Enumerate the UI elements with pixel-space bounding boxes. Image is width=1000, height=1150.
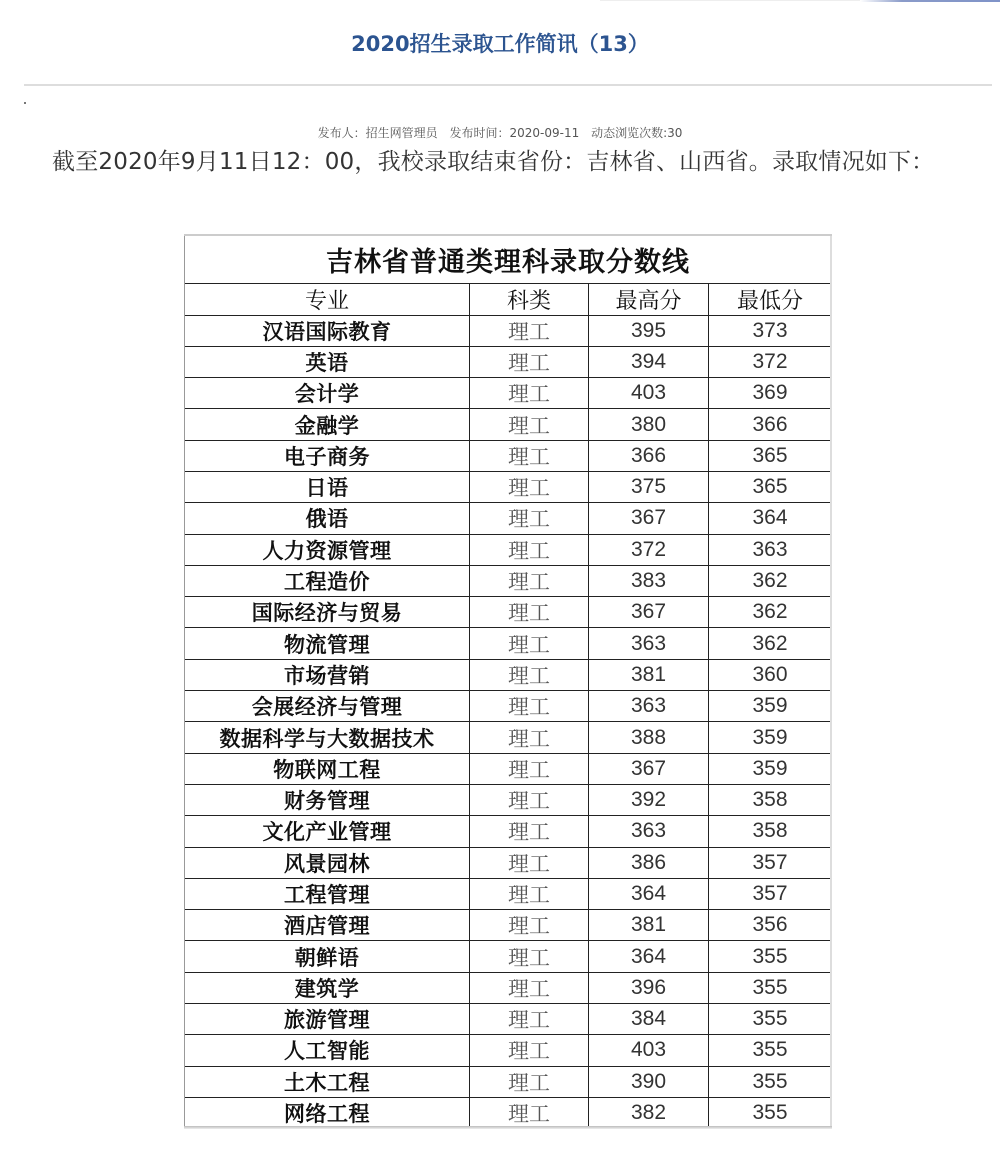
view-count: 30 bbox=[667, 126, 683, 140]
header-major: 专业 bbox=[185, 283, 470, 315]
score-table bbox=[184, 236, 832, 1129]
header-max-score: 最高分 bbox=[589, 283, 709, 315]
header-category: 科类 bbox=[470, 283, 589, 315]
major-cell: 物联网工程 bbox=[185, 753, 470, 784]
table-header-row bbox=[185, 283, 832, 315]
max-score-cell: 380 bbox=[589, 409, 709, 440]
min-score-cell: 355 bbox=[709, 972, 832, 1003]
table-row bbox=[185, 691, 832, 722]
table-row bbox=[185, 878, 832, 909]
min-score-cell: 358 bbox=[709, 816, 832, 847]
max-score-cell: 395 bbox=[589, 315, 709, 346]
category-cell: 理工 bbox=[470, 440, 589, 471]
table-row bbox=[185, 346, 832, 377]
category-cell: 理工 bbox=[470, 659, 589, 690]
major-cell: 市场营销 bbox=[185, 659, 470, 690]
table-row bbox=[185, 1097, 832, 1128]
table-row bbox=[185, 409, 832, 440]
max-score-cell: 403 bbox=[589, 1035, 709, 1066]
category-cell: 理工 bbox=[470, 1004, 589, 1035]
category-cell: 理工 bbox=[470, 816, 589, 847]
min-score-cell: 363 bbox=[709, 534, 832, 565]
table-row bbox=[185, 440, 832, 471]
max-score-cell: 367 bbox=[589, 753, 709, 784]
max-score-cell: 390 bbox=[589, 1066, 709, 1097]
table-bottom-shadow bbox=[184, 1126, 832, 1129]
max-score-cell: 375 bbox=[589, 471, 709, 502]
min-score-cell: 357 bbox=[709, 847, 832, 878]
table-row bbox=[185, 753, 832, 784]
table-row bbox=[185, 471, 832, 502]
table-left-edge bbox=[184, 236, 185, 1129]
category-cell: 理工 bbox=[470, 471, 589, 502]
view-count-info bbox=[591, 126, 682, 140]
table-row bbox=[185, 1066, 832, 1097]
major-cell: 物流管理 bbox=[185, 628, 470, 659]
table-row bbox=[185, 784, 832, 815]
category-cell: 理工 bbox=[470, 691, 589, 722]
min-score-cell: 372 bbox=[709, 346, 832, 377]
max-score-cell: 364 bbox=[589, 878, 709, 909]
major-cell: 风景园林 bbox=[185, 847, 470, 878]
max-score-cell: 367 bbox=[589, 503, 709, 534]
max-score-cell: 363 bbox=[589, 816, 709, 847]
major-cell: 人工智能 bbox=[185, 1035, 470, 1066]
min-score-cell: 366 bbox=[709, 409, 832, 440]
table-row bbox=[185, 597, 832, 628]
table-right-edge bbox=[830, 236, 832, 1129]
min-score-cell: 365 bbox=[709, 471, 832, 502]
intro-paragraph: 截至2020年9月11日12：00，我校录取结束省份：吉林省、山西省。录取情况如下： bbox=[52, 149, 935, 175]
max-score-cell: 381 bbox=[589, 910, 709, 941]
max-score-cell: 363 bbox=[589, 691, 709, 722]
major-cell: 英语 bbox=[185, 346, 470, 377]
category-cell: 理工 bbox=[470, 784, 589, 815]
major-cell: 会计学 bbox=[185, 378, 470, 409]
min-score-cell: 373 bbox=[709, 315, 832, 346]
major-cell: 土木工程 bbox=[185, 1066, 470, 1097]
major-cell: 会展经济与管理 bbox=[185, 691, 470, 722]
publish-time: 2020-09-11 bbox=[509, 126, 580, 140]
min-score-cell: 355 bbox=[709, 1097, 832, 1128]
category-cell: 理工 bbox=[470, 847, 589, 878]
min-score-cell: 360 bbox=[709, 659, 832, 690]
major-cell: 日语 bbox=[185, 471, 470, 502]
category-cell: 理工 bbox=[470, 534, 589, 565]
min-score-cell: 362 bbox=[709, 565, 832, 596]
table-row bbox=[185, 565, 832, 596]
score-table-image bbox=[184, 234, 832, 1129]
category-cell: 理工 bbox=[470, 597, 589, 628]
major-cell: 国际经济与贸易 bbox=[185, 597, 470, 628]
table-row bbox=[185, 1035, 832, 1066]
title-divider bbox=[24, 84, 992, 86]
category-cell: 理工 bbox=[470, 1066, 589, 1097]
min-score-cell: 359 bbox=[709, 691, 832, 722]
min-score-cell: 358 bbox=[709, 784, 832, 815]
publisher-name: 招生网管理员 bbox=[365, 126, 438, 140]
major-cell: 俄语 bbox=[185, 503, 470, 534]
max-score-cell: 366 bbox=[589, 440, 709, 471]
major-cell: 工程管理 bbox=[185, 878, 470, 909]
major-cell: 金融学 bbox=[185, 409, 470, 440]
min-score-cell: 364 bbox=[709, 503, 832, 534]
table-row bbox=[185, 503, 832, 534]
min-score-cell: 355 bbox=[709, 941, 832, 972]
category-cell: 理工 bbox=[470, 722, 589, 753]
publisher-label: 发布人： bbox=[317, 126, 366, 140]
max-score-cell: 403 bbox=[589, 378, 709, 409]
table-row bbox=[185, 722, 832, 753]
table-row bbox=[185, 847, 832, 878]
table-body bbox=[185, 315, 832, 1129]
min-score-cell: 362 bbox=[709, 597, 832, 628]
category-cell: 理工 bbox=[470, 910, 589, 941]
max-score-cell: 388 bbox=[589, 722, 709, 753]
table-row bbox=[185, 534, 832, 565]
stray-dot bbox=[24, 102, 26, 104]
min-score-cell: 362 bbox=[709, 628, 832, 659]
max-score-cell: 372 bbox=[589, 534, 709, 565]
min-score-cell: 359 bbox=[709, 753, 832, 784]
min-score-cell: 359 bbox=[709, 722, 832, 753]
major-cell: 工程造价 bbox=[185, 565, 470, 596]
min-score-cell: 365 bbox=[709, 440, 832, 471]
table-row bbox=[185, 378, 832, 409]
table-row bbox=[185, 628, 832, 659]
table-row bbox=[185, 941, 832, 972]
category-cell: 理工 bbox=[470, 315, 589, 346]
max-score-cell: 394 bbox=[589, 346, 709, 377]
major-cell: 朝鲜语 bbox=[185, 941, 470, 972]
major-cell: 文化产业管理 bbox=[185, 816, 470, 847]
table-caption-row bbox=[185, 236, 832, 283]
table-caption: 吉林省普通类理科录取分数线 bbox=[185, 236, 832, 283]
table-row bbox=[185, 816, 832, 847]
table-row bbox=[185, 315, 832, 346]
top-accent-bar bbox=[860, 0, 1000, 2]
major-cell: 建筑学 bbox=[185, 972, 470, 1003]
max-score-cell: 392 bbox=[589, 784, 709, 815]
min-score-cell: 357 bbox=[709, 878, 832, 909]
major-cell: 财务管理 bbox=[185, 784, 470, 815]
category-cell: 理工 bbox=[470, 753, 589, 784]
top-edge-line bbox=[600, 0, 860, 1]
major-cell: 电子商务 bbox=[185, 440, 470, 471]
major-cell: 汉语国际教育 bbox=[185, 315, 470, 346]
min-score-cell: 369 bbox=[709, 378, 832, 409]
category-cell: 理工 bbox=[470, 346, 589, 377]
article-title: 2020招生录取工作简讯（13） bbox=[351, 32, 649, 56]
category-cell: 理工 bbox=[470, 565, 589, 596]
major-cell: 数据科学与大数据技术 bbox=[185, 722, 470, 753]
header-min-score: 最低分 bbox=[709, 283, 832, 315]
major-cell: 人力资源管理 bbox=[185, 534, 470, 565]
category-cell: 理工 bbox=[470, 1097, 589, 1128]
min-score-cell: 355 bbox=[709, 1066, 832, 1097]
max-score-cell: 383 bbox=[589, 565, 709, 596]
max-score-cell: 363 bbox=[589, 628, 709, 659]
category-cell: 理工 bbox=[470, 503, 589, 534]
max-score-cell: 364 bbox=[589, 941, 709, 972]
category-cell: 理工 bbox=[470, 628, 589, 659]
major-cell: 网络工程 bbox=[185, 1097, 470, 1128]
table-row bbox=[185, 972, 832, 1003]
publisher-info bbox=[318, 126, 438, 140]
min-score-cell: 356 bbox=[709, 910, 832, 941]
max-score-cell: 382 bbox=[589, 1097, 709, 1128]
min-score-cell: 355 bbox=[709, 1004, 832, 1035]
max-score-cell: 386 bbox=[589, 847, 709, 878]
publish-time-label: 发布时间： bbox=[449, 126, 510, 140]
table-row bbox=[185, 659, 832, 690]
category-cell: 理工 bbox=[470, 378, 589, 409]
min-score-cell: 355 bbox=[709, 1035, 832, 1066]
major-cell: 酒店管理 bbox=[185, 910, 470, 941]
category-cell: 理工 bbox=[470, 941, 589, 972]
view-count-label: 动态浏览次数: bbox=[591, 126, 668, 140]
category-cell: 理工 bbox=[470, 409, 589, 440]
publish-time-info bbox=[449, 126, 579, 140]
category-cell: 理工 bbox=[470, 1035, 589, 1066]
table-row bbox=[185, 910, 832, 941]
max-score-cell: 396 bbox=[589, 972, 709, 1003]
max-score-cell: 381 bbox=[589, 659, 709, 690]
category-cell: 理工 bbox=[470, 878, 589, 909]
major-cell: 旅游管理 bbox=[185, 1004, 470, 1035]
table-row bbox=[185, 1004, 832, 1035]
max-score-cell: 384 bbox=[589, 1004, 709, 1035]
max-score-cell: 367 bbox=[589, 597, 709, 628]
article-meta bbox=[0, 124, 1000, 141]
category-cell: 理工 bbox=[470, 972, 589, 1003]
